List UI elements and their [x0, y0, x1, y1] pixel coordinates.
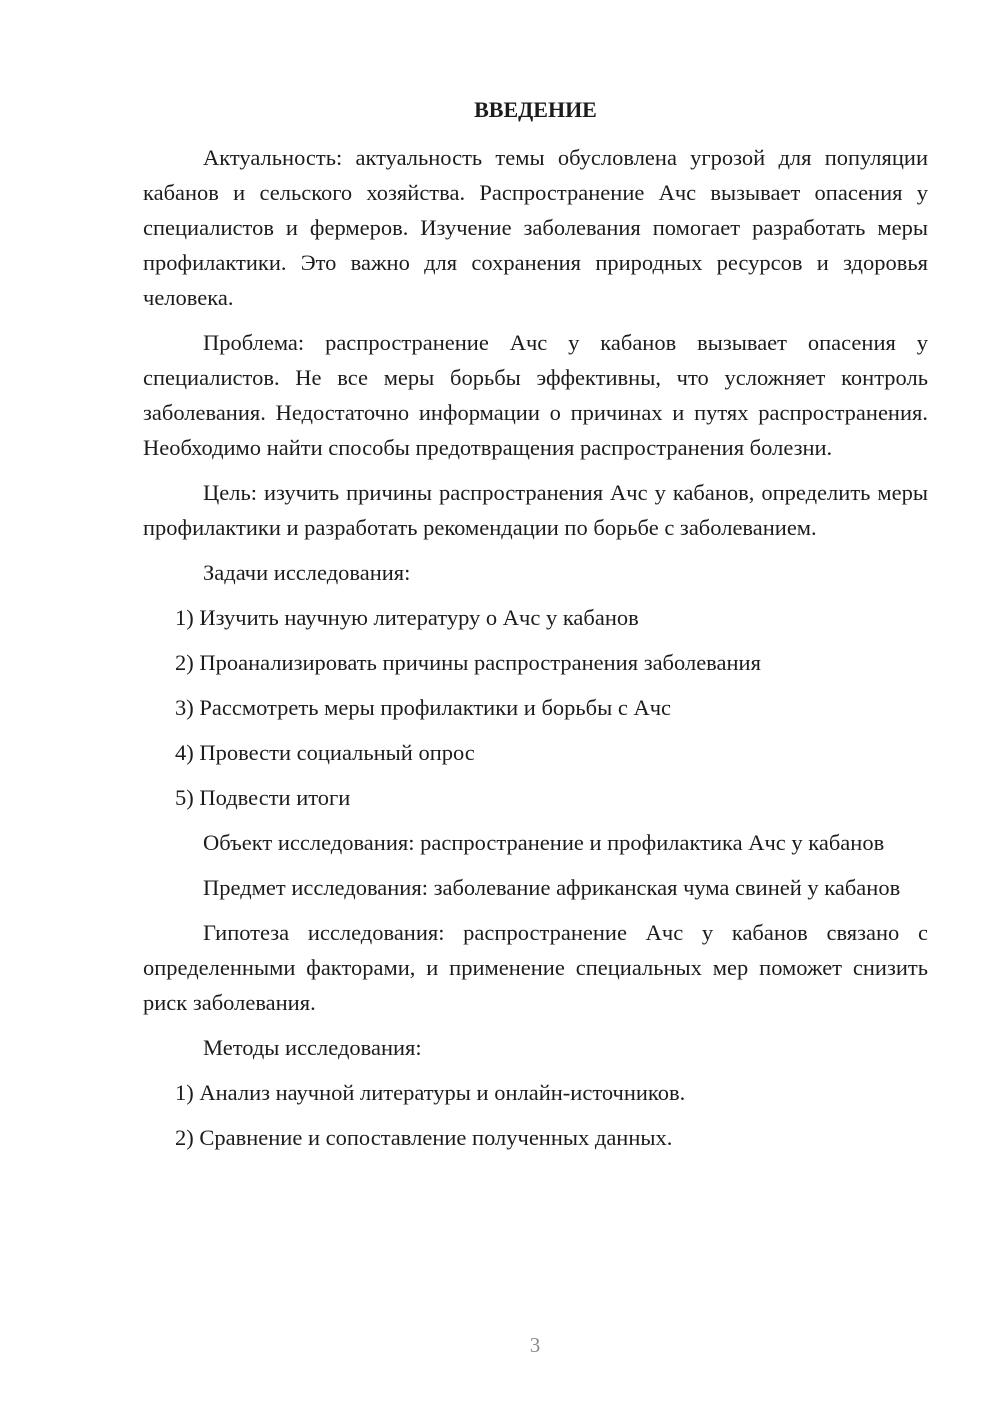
page-number: 3: [529, 1333, 541, 1357]
list-item: 4) Провести социальный опрос: [175, 740, 475, 765]
goal-paragraph: Цель: изучить причины распространения Ачс у кабанов, определить меры профилактики и разработать рекомендации по борьбе с заболеванием.: [143, 480, 928, 540]
section-heading: ВВЕДЕНИЕ: [474, 97, 597, 122]
tasks-list: [143, 600, 928, 815]
list-item: 2) Проанализировать причины распространения заболевания: [175, 650, 761, 675]
methods-label: Методы исследования:: [203, 1035, 422, 1060]
list-item: 2) Сравнение и сопоставление полученных данных.: [175, 1125, 673, 1150]
object-paragraph: Объект исследования: распространение и профилактика Ачс у кабанов: [203, 830, 885, 855]
list-item: 3) Рассмотреть меры профилактики и борьбы с Ачс: [175, 695, 672, 720]
relevance-paragraph: Актуальность: актуальность темы обусловлена угрозой для популяции кабанов и сельского хозяйства. Распространение Ачс вызывает опасения у специалистов и фермеров. Изучение заболевания помогает разработать меры профилактики. Это важно для сохранения природных ресурсов и здоровья человека.: [143, 145, 928, 310]
list-item: 5) Подвести итоги: [175, 785, 351, 810]
methods-list: [143, 1075, 928, 1155]
list-item: 1) Анализ научной литературы и онлайн-источников.: [175, 1080, 686, 1105]
document-body: [143, 95, 928, 1165]
list-item: 1) Изучить научную литературу о Ачс у кабанов: [175, 605, 639, 630]
subject-paragraph: Предмет исследования: заболевание африканская чума свиней у кабанов: [203, 875, 901, 900]
hypothesis-paragraph: Гипотеза исследования: распространение Ачс у кабанов связано с определенными факторами, и применение специальных мер поможет снизить риск заболевания.: [143, 920, 928, 1015]
problem-paragraph: Проблема: распространение Ачс у кабанов вызывает опасения у специалистов. Не все меры борьбы эффективны, что усложняет контроль заболевания. Недостаточно информации о причинах и путях распространения. Необходимо найти способы предотвращения распространения болезни.: [143, 330, 928, 460]
tasks-label: Задачи исследования:: [203, 560, 411, 585]
